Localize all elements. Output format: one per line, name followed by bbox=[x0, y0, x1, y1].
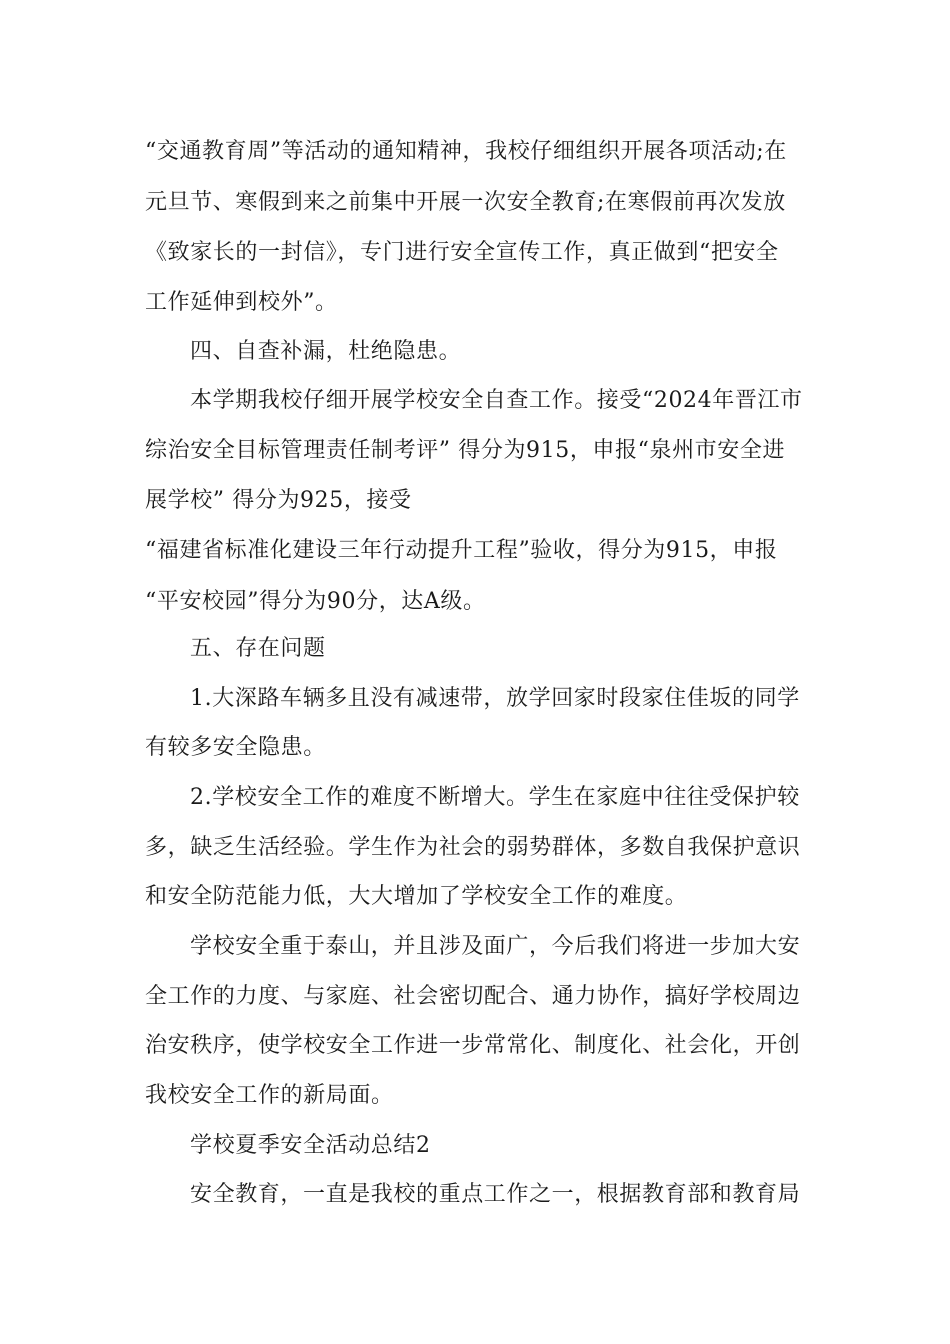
text-line: 有较多安全隐患。 bbox=[145, 735, 326, 760]
text-line: “福建省标准化建设三年行动提升工程”验收，得分为915，申报 bbox=[145, 538, 778, 563]
text-line: “平安校园”得分为90分，达A级。 bbox=[145, 589, 486, 614]
text-line: 元旦节、寒假到来之前集中开展一次安全教育;在寒假前再次发放 bbox=[145, 190, 786, 215]
text-line: 工作延伸到校外”。 bbox=[145, 290, 338, 315]
text-line: 1.大深路车辆多且没有减速带，放学回家时段家住佳坂的同学 bbox=[190, 686, 800, 711]
text-line: 综治安全目标管理责任制考评” 得分为915，申报“泉州市安全进 bbox=[145, 438, 786, 463]
text-line: 安全教育，一直是我校的重点工作之一，根据教育部和教育局 bbox=[190, 1182, 801, 1207]
text-line: 《致家长的一封信》，专门进行安全宣传工作，真正做到“把安全 bbox=[145, 240, 779, 265]
text-line: 2.学校安全工作的难度不断增大。学生在家庭中往往受保护较 bbox=[190, 785, 800, 810]
text-line: 治安秩序，使学校安全工作进一步常常化、制度化、社会化，开创 bbox=[145, 1033, 801, 1058]
section-heading: 五、存在问题 bbox=[190, 636, 326, 661]
text-line: 和安全防范能力低，大大增加了学校安全工作的难度。 bbox=[145, 884, 688, 909]
text-line: “交通教育周”等活动的通知精神，我校仔细组织开展各项活动;在 bbox=[145, 139, 787, 164]
text-line: 我校安全工作的新局面。 bbox=[145, 1083, 394, 1108]
text-line: 学校安全重于泰山，并且涉及面广，今后我们将进一步加大安 bbox=[190, 934, 801, 959]
section-heading: 四、自查补漏，杜绝隐患。 bbox=[190, 339, 462, 364]
text-line: 展学校” 得分为925，接受 bbox=[145, 488, 412, 513]
text-line: 本学期我校仔细开展学校安全自查工作。接受“2024年晋江市 bbox=[190, 388, 803, 413]
section-heading: 学校夏季安全活动总结2 bbox=[190, 1133, 431, 1158]
text-line: 多，缺乏生活经验。学生作为社会的弱势群体，多数自我保护意识 bbox=[145, 835, 801, 860]
text-line: 全工作的力度、与家庭、社会密切配合、通力协作，搞好学校周边 bbox=[145, 984, 801, 1009]
